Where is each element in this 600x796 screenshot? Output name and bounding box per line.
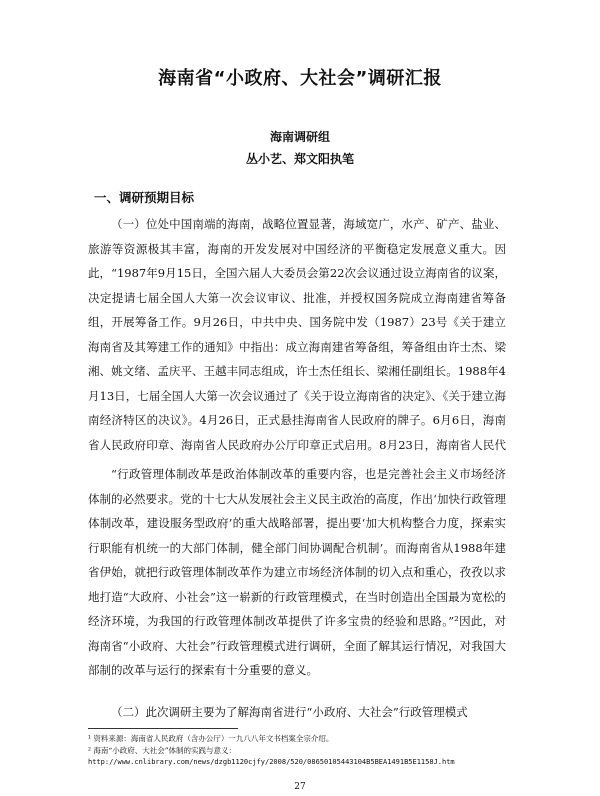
section-heading: 一、调研预期目标: [94, 190, 195, 205]
footnote: ¹ 资料来源：海南省人民政府（含办公厅）一九八八年文书档案全宗介绍。: [88, 734, 334, 743]
footnote: ² 海南“小政府、大社会”体制的实践与意义：: [88, 746, 237, 755]
page-title: 海南省“小政府、大社会”调研汇报: [158, 68, 442, 89]
author-names: 丛小艺、郑文阳执笔: [245, 152, 354, 166]
footnote-url: http://www.cnlibrary.com/news/dzgb1120cjfy/2008/520/08650105443104B5BEA1491B5E1158J.htm: [88, 758, 455, 766]
body-paragraph: （一）位处中国南端的海南，战略位置显著，海域宽广，水产、矿产、盐业、旅游等资源极其丰富，海南的开发发展对中国经济的平衡稳定发展意义重大。因此，“1987年9月15日，全国六届人大委员会第22次会议通过设立海南省的议案，决定提请七届全国人大第一次会议审议、批准，并授权国务院成立海南建省筹备组，开展筹备工作。9月26日，中共中央、国务院中发（1987）23号《关于建立海南省及其筹建工作的通知》中指出：成立海南建省筹备组，筹备组由许士杰、梁湘、姚文绪、孟庆平、王越丰同志组成，许士杰任组长、梁湘任副组长。1988年4月13日，七届全国人大第一次会议通过了《关于设立海南省的决定》、《关于建立海南经济特区的决议》。4月26日，正式悬挂海南省人民政府的牌子。6月6日，海南省人民政府印章、海南省人民政府办公厅印章正式启用。8月23日，海南省人民代: [88, 217, 506, 452]
body-paragraph: （二）此次调研主要为了解海南省进行“小政府、大社会”行政管理模式: [111, 705, 468, 719]
footnote-separator: [88, 728, 238, 729]
author-organization: 海南调研组: [269, 130, 330, 144]
page-number: 27: [294, 782, 306, 792]
body-paragraph: “行政管理体制改革是政治体制改革的重要内容，也是完善社会主义市场经济体制的必然要求。党的十七大从发展社会主义民主政治的高度，作出‘加快行政管理体制改革，建设服务型政府’的重大战略部署，提出要‘加大机构整合力度，探索实行职能有机统一的大部门体制，健全部门间协调配合机制’。而海南省从1988年建省伊始，就把行政管理体制改革作为建立市场经济体制的切入点和重心，孜孜以求地打造“大政府、小社会”这一崭新的行政管理模式，在当时创造出全国最为宽松的经济环境，为我国的行政管理体制改革提供了许多宝贵的经验和思路。”²因此，对海南省“小政府、大社会”行政管理模式进行调研，全面了解其运行情况，对我国大部制的改革与运行的探索有十分重要的意义。: [88, 467, 506, 677]
